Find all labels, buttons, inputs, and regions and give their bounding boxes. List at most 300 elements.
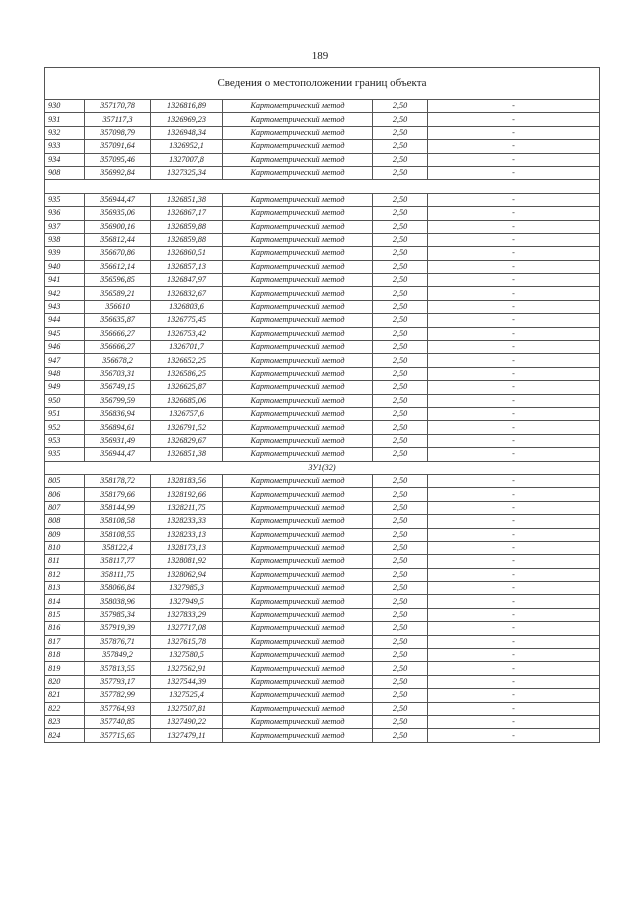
x-coordinate-cell: 357098,79 xyxy=(85,126,151,139)
x-coordinate-cell: 357782,99 xyxy=(85,689,151,702)
table-row xyxy=(45,689,600,702)
method-cell: Картометрический метод xyxy=(223,595,373,608)
method-cell: Картометрический метод xyxy=(223,649,373,662)
method-cell: Картометрический метод xyxy=(223,689,373,702)
accuracy-cell: 2,50 xyxy=(373,367,428,380)
accuracy-cell: 2,50 xyxy=(373,488,428,501)
method-cell: Картометрический метод xyxy=(223,166,373,179)
y-coordinate-cell: 1326829,67 xyxy=(151,434,223,447)
accuracy-cell: 2,50 xyxy=(373,501,428,514)
y-coordinate-cell: 1328233,33 xyxy=(151,515,223,528)
x-coordinate-cell: 356749,15 xyxy=(85,381,151,394)
table-row xyxy=(45,367,600,380)
method-cell: Картометрический метод xyxy=(223,434,373,447)
accuracy-cell: 2,50 xyxy=(373,394,428,407)
point-number-cell: 811 xyxy=(45,555,85,568)
point-number-cell: 951 xyxy=(45,407,85,420)
table-row xyxy=(45,488,600,501)
method-cell: Картометрический метод xyxy=(223,300,373,313)
note-cell: - xyxy=(428,193,600,206)
accuracy-cell: 2,50 xyxy=(373,153,428,166)
table-row xyxy=(45,608,600,621)
point-number-cell: 940 xyxy=(45,260,85,273)
method-cell: Картометрический метод xyxy=(223,448,373,461)
y-coordinate-cell: 1328233,13 xyxy=(151,528,223,541)
table-row xyxy=(45,595,600,608)
accuracy-cell: 2,50 xyxy=(373,541,428,554)
accuracy-cell: 2,50 xyxy=(373,568,428,581)
table-row xyxy=(45,501,600,514)
method-cell: Картометрический метод xyxy=(223,662,373,675)
table-row xyxy=(45,314,600,327)
method-cell: Картометрический метод xyxy=(223,314,373,327)
x-coordinate-cell: 357985,34 xyxy=(85,608,151,621)
accuracy-cell: 2,50 xyxy=(373,662,428,675)
x-coordinate-cell: 356612,14 xyxy=(85,260,151,273)
note-cell: - xyxy=(428,729,600,742)
note-cell: - xyxy=(428,715,600,728)
table-row xyxy=(45,528,600,541)
point-number-cell: 810 xyxy=(45,541,85,554)
method-cell: Картометрический метод xyxy=(223,488,373,501)
note-cell: - xyxy=(428,247,600,260)
blank-separator-row xyxy=(45,180,600,193)
x-coordinate-cell: 356799,59 xyxy=(85,394,151,407)
x-coordinate-cell: 357170,78 xyxy=(85,100,151,113)
table-row xyxy=(45,327,600,340)
method-cell: Картометрический метод xyxy=(223,394,373,407)
method-cell: Картометрический метод xyxy=(223,233,373,246)
table-row xyxy=(45,207,600,220)
accuracy-cell: 2,50 xyxy=(373,140,428,153)
note-cell: - xyxy=(428,287,600,300)
x-coordinate-cell: 358038,96 xyxy=(85,595,151,608)
note-cell: - xyxy=(428,582,600,595)
note-cell: - xyxy=(428,689,600,702)
accuracy-cell: 2,50 xyxy=(373,729,428,742)
table-row xyxy=(45,113,600,126)
point-number-cell: 818 xyxy=(45,649,85,662)
method-cell: Картометрический метод xyxy=(223,407,373,420)
boundary-table xyxy=(44,67,600,743)
y-coordinate-cell: 1327507,81 xyxy=(151,702,223,715)
y-coordinate-cell: 1328062,94 xyxy=(151,568,223,581)
y-coordinate-cell: 1327562,91 xyxy=(151,662,223,675)
table-row xyxy=(45,220,600,233)
table-row xyxy=(45,140,600,153)
accuracy-cell: 2,50 xyxy=(373,233,428,246)
table-row xyxy=(45,274,600,287)
method-cell: Картометрический метод xyxy=(223,354,373,367)
table-row xyxy=(45,635,600,648)
note-cell: - xyxy=(428,381,600,394)
method-cell: Картометрический метод xyxy=(223,220,373,233)
x-coordinate-cell: 356670,86 xyxy=(85,247,151,260)
method-cell: Картометрический метод xyxy=(223,367,373,380)
table-row xyxy=(45,126,600,139)
method-cell: Картометрический метод xyxy=(223,635,373,648)
accuracy-cell: 2,50 xyxy=(373,702,428,715)
method-cell: Картометрический метод xyxy=(223,608,373,621)
table-row xyxy=(45,287,600,300)
method-cell: Картометрический метод xyxy=(223,207,373,220)
x-coordinate-cell: 357876,71 xyxy=(85,635,151,648)
table-row xyxy=(45,394,600,407)
accuracy-cell: 2,50 xyxy=(373,622,428,635)
x-coordinate-cell: 358108,58 xyxy=(85,515,151,528)
x-coordinate-cell: 357813,55 xyxy=(85,662,151,675)
point-number-cell: 819 xyxy=(45,662,85,675)
point-number-cell: 813 xyxy=(45,582,85,595)
x-coordinate-cell: 356944,47 xyxy=(85,448,151,461)
x-coordinate-cell: 357095,46 xyxy=(85,153,151,166)
method-cell: Картометрический метод xyxy=(223,193,373,206)
point-number-cell: 814 xyxy=(45,595,85,608)
accuracy-cell: 2,50 xyxy=(373,287,428,300)
note-cell: - xyxy=(428,341,600,354)
table-body xyxy=(45,68,600,743)
point-number-cell: 932 xyxy=(45,126,85,139)
x-coordinate-cell: 356703,31 xyxy=(85,367,151,380)
accuracy-cell: 2,50 xyxy=(373,113,428,126)
accuracy-cell: 2,50 xyxy=(373,327,428,340)
note-cell: - xyxy=(428,702,600,715)
point-number-cell: 948 xyxy=(45,367,85,380)
table-row xyxy=(45,166,600,179)
y-coordinate-cell: 1326586,25 xyxy=(151,367,223,380)
point-number-cell: 936 xyxy=(45,207,85,220)
point-number-cell: 807 xyxy=(45,501,85,514)
x-coordinate-cell: 356812,44 xyxy=(85,233,151,246)
accuracy-cell: 2,50 xyxy=(373,247,428,260)
x-coordinate-cell: 356894,61 xyxy=(85,421,151,434)
accuracy-cell: 2,50 xyxy=(373,193,428,206)
accuracy-cell: 2,50 xyxy=(373,300,428,313)
method-cell: Картометрический метод xyxy=(223,100,373,113)
blank-cell xyxy=(45,180,600,193)
x-coordinate-cell: 356678,2 xyxy=(85,354,151,367)
y-coordinate-cell: 1326851,38 xyxy=(151,193,223,206)
note-cell: - xyxy=(428,515,600,528)
accuracy-cell: 2,50 xyxy=(373,354,428,367)
note-cell: - xyxy=(428,126,600,139)
note-cell: - xyxy=(428,635,600,648)
accuracy-cell: 2,50 xyxy=(373,407,428,420)
x-coordinate-cell: 357117,3 xyxy=(85,113,151,126)
point-number-cell: 806 xyxy=(45,488,85,501)
point-number-cell: 944 xyxy=(45,314,85,327)
table-row xyxy=(45,515,600,528)
point-number-cell: 935 xyxy=(45,448,85,461)
y-coordinate-cell: 1328183,56 xyxy=(151,474,223,487)
accuracy-cell: 2,50 xyxy=(373,608,428,621)
table-row xyxy=(45,193,600,206)
method-cell: Картометрический метод xyxy=(223,153,373,166)
note-cell: - xyxy=(428,649,600,662)
method-cell: Картометрический метод xyxy=(223,582,373,595)
note-cell: - xyxy=(428,140,600,153)
x-coordinate-cell: 358122,4 xyxy=(85,541,151,554)
y-coordinate-cell: 1326625,87 xyxy=(151,381,223,394)
x-coordinate-cell: 358111,75 xyxy=(85,568,151,581)
y-coordinate-cell: 1326652,25 xyxy=(151,354,223,367)
accuracy-cell: 2,50 xyxy=(373,100,428,113)
table-row xyxy=(45,421,600,434)
y-coordinate-cell: 1328081,92 xyxy=(151,555,223,568)
note-cell: - xyxy=(428,354,600,367)
x-coordinate-cell: 356836,94 xyxy=(85,407,151,420)
point-number-cell: 952 xyxy=(45,421,85,434)
accuracy-cell: 2,50 xyxy=(373,528,428,541)
point-number-cell: 943 xyxy=(45,300,85,313)
y-coordinate-cell: 1326867,17 xyxy=(151,207,223,220)
method-cell: Картометрический метод xyxy=(223,541,373,554)
table-row xyxy=(45,582,600,595)
x-coordinate-cell: 356931,49 xyxy=(85,434,151,447)
point-number-cell: 937 xyxy=(45,220,85,233)
accuracy-cell: 2,50 xyxy=(373,675,428,688)
method-cell: Картометрический метод xyxy=(223,421,373,434)
x-coordinate-cell: 357849,2 xyxy=(85,649,151,662)
y-coordinate-cell: 1327833,29 xyxy=(151,608,223,621)
note-cell: - xyxy=(428,474,600,487)
method-cell: Картометрический метод xyxy=(223,675,373,688)
note-cell: - xyxy=(428,367,600,380)
table-row xyxy=(45,153,600,166)
y-coordinate-cell: 1326816,89 xyxy=(151,100,223,113)
x-coordinate-cell: 356944,47 xyxy=(85,193,151,206)
y-coordinate-cell: 1326701,7 xyxy=(151,341,223,354)
method-cell: Картометрический метод xyxy=(223,474,373,487)
note-cell: - xyxy=(428,100,600,113)
x-coordinate-cell: 356596,85 xyxy=(85,274,151,287)
x-coordinate-cell: 356610 xyxy=(85,300,151,313)
note-cell: - xyxy=(428,327,600,340)
point-number-cell: 941 xyxy=(45,274,85,287)
accuracy-cell: 2,50 xyxy=(373,260,428,273)
y-coordinate-cell: 1327985,3 xyxy=(151,582,223,595)
note-cell: - xyxy=(428,166,600,179)
method-cell: Картометрический метод xyxy=(223,622,373,635)
x-coordinate-cell: 358108,55 xyxy=(85,528,151,541)
point-number-cell: 935 xyxy=(45,193,85,206)
accuracy-cell: 2,50 xyxy=(373,582,428,595)
note-cell: - xyxy=(428,555,600,568)
note-cell: - xyxy=(428,448,600,461)
y-coordinate-cell: 1327717,08 xyxy=(151,622,223,635)
point-number-cell: 809 xyxy=(45,528,85,541)
point-number-cell: 930 xyxy=(45,100,85,113)
table-row xyxy=(45,434,600,447)
y-coordinate-cell: 1327007,8 xyxy=(151,153,223,166)
point-number-cell: 822 xyxy=(45,702,85,715)
accuracy-cell: 2,50 xyxy=(373,635,428,648)
method-cell: Картометрический метод xyxy=(223,126,373,139)
point-number-cell: 946 xyxy=(45,341,85,354)
accuracy-cell: 2,50 xyxy=(373,166,428,179)
y-coordinate-cell: 1326832,67 xyxy=(151,287,223,300)
table-title: Сведения о местоположении границ объекта xyxy=(45,68,600,100)
y-coordinate-cell: 1327580,5 xyxy=(151,649,223,662)
y-coordinate-cell: 1327325,34 xyxy=(151,166,223,179)
note-cell: - xyxy=(428,274,600,287)
y-coordinate-cell: 1326952,1 xyxy=(151,140,223,153)
page-number: 189 xyxy=(311,50,329,62)
note-cell: - xyxy=(428,421,600,434)
y-coordinate-cell: 1328192,66 xyxy=(151,488,223,501)
point-number-cell: 824 xyxy=(45,729,85,742)
accuracy-cell: 2,50 xyxy=(373,207,428,220)
y-coordinate-cell: 1326757,6 xyxy=(151,407,223,420)
point-number-cell: 816 xyxy=(45,622,85,635)
table-row xyxy=(45,568,600,581)
point-number-cell: 949 xyxy=(45,381,85,394)
y-coordinate-cell: 1326948,34 xyxy=(151,126,223,139)
method-cell: Картометрический метод xyxy=(223,501,373,514)
x-coordinate-cell: 358178,72 xyxy=(85,474,151,487)
table-row xyxy=(45,354,600,367)
accuracy-cell: 2,50 xyxy=(373,595,428,608)
note-cell: - xyxy=(428,501,600,514)
y-coordinate-cell: 1327615,78 xyxy=(151,635,223,648)
method-cell: Картометрический метод xyxy=(223,702,373,715)
x-coordinate-cell: 356935,06 xyxy=(85,207,151,220)
note-cell: - xyxy=(428,207,600,220)
point-number-cell: 815 xyxy=(45,608,85,621)
table-row xyxy=(45,300,600,313)
table-row xyxy=(45,715,600,728)
method-cell: Картометрический метод xyxy=(223,287,373,300)
x-coordinate-cell: 356666,27 xyxy=(85,341,151,354)
table-row xyxy=(45,729,600,742)
accuracy-cell: 2,50 xyxy=(373,689,428,702)
x-coordinate-cell: 358179,66 xyxy=(85,488,151,501)
note-cell: - xyxy=(428,153,600,166)
y-coordinate-cell: 1327949,5 xyxy=(151,595,223,608)
method-cell: Картометрический метод xyxy=(223,715,373,728)
y-coordinate-cell: 1326753,42 xyxy=(151,327,223,340)
table-row xyxy=(45,448,600,461)
method-cell: Картометрический метод xyxy=(223,341,373,354)
point-number-cell: 805 xyxy=(45,474,85,487)
y-coordinate-cell: 1326859,88 xyxy=(151,233,223,246)
note-cell: - xyxy=(428,622,600,635)
point-number-cell: 808 xyxy=(45,515,85,528)
point-number-cell: 939 xyxy=(45,247,85,260)
note-cell: - xyxy=(428,541,600,554)
y-coordinate-cell: 1326857,13 xyxy=(151,260,223,273)
point-number-cell: 931 xyxy=(45,113,85,126)
point-number-cell: 820 xyxy=(45,675,85,688)
accuracy-cell: 2,50 xyxy=(373,314,428,327)
y-coordinate-cell: 1326791,52 xyxy=(151,421,223,434)
y-coordinate-cell: 1326775,45 xyxy=(151,314,223,327)
point-number-cell: 817 xyxy=(45,635,85,648)
x-coordinate-cell: 358066,84 xyxy=(85,582,151,595)
accuracy-cell: 2,50 xyxy=(373,274,428,287)
point-number-cell: 947 xyxy=(45,354,85,367)
point-number-cell: 938 xyxy=(45,233,85,246)
y-coordinate-cell: 1326969,23 xyxy=(151,113,223,126)
method-cell: Картометрический метод xyxy=(223,729,373,742)
table-row xyxy=(45,622,600,635)
note-cell: - xyxy=(428,488,600,501)
y-coordinate-cell: 1327544,39 xyxy=(151,675,223,688)
table-row xyxy=(45,247,600,260)
accuracy-cell: 2,50 xyxy=(373,515,428,528)
y-coordinate-cell: 1327490,22 xyxy=(151,715,223,728)
note-cell: - xyxy=(428,568,600,581)
y-coordinate-cell: 1327479,11 xyxy=(151,729,223,742)
accuracy-cell: 2,50 xyxy=(373,126,428,139)
y-coordinate-cell: 1326847,97 xyxy=(151,274,223,287)
x-coordinate-cell: 356992,84 xyxy=(85,166,151,179)
x-coordinate-cell: 357715,65 xyxy=(85,729,151,742)
point-number-cell: 812 xyxy=(45,568,85,581)
point-number-cell: 823 xyxy=(45,715,85,728)
accuracy-cell: 2,50 xyxy=(373,381,428,394)
method-cell: Картометрический метод xyxy=(223,515,373,528)
table-row xyxy=(45,233,600,246)
x-coordinate-cell: 356635,87 xyxy=(85,314,151,327)
x-coordinate-cell: 356666,27 xyxy=(85,327,151,340)
point-number-cell: 950 xyxy=(45,394,85,407)
x-coordinate-cell: 357793,17 xyxy=(85,675,151,688)
method-cell: Картометрический метод xyxy=(223,381,373,394)
point-number-cell: 934 xyxy=(45,153,85,166)
table-row xyxy=(45,341,600,354)
table-row xyxy=(45,474,600,487)
note-cell: - xyxy=(428,662,600,675)
note-cell: - xyxy=(428,233,600,246)
note-cell: - xyxy=(428,608,600,621)
method-cell: Картометрический метод xyxy=(223,555,373,568)
x-coordinate-cell: 358117,77 xyxy=(85,555,151,568)
method-cell: Картометрический метод xyxy=(223,140,373,153)
method-cell: Картометрический метод xyxy=(223,113,373,126)
accuracy-cell: 2,50 xyxy=(373,434,428,447)
table-row xyxy=(45,407,600,420)
table-title-row xyxy=(45,68,600,100)
point-number-cell: 933 xyxy=(45,140,85,153)
table-row xyxy=(45,381,600,394)
section-header-row xyxy=(45,461,600,474)
point-number-cell: 821 xyxy=(45,689,85,702)
x-coordinate-cell: 358144,99 xyxy=(85,501,151,514)
table-row xyxy=(45,662,600,675)
y-coordinate-cell: 1326851,38 xyxy=(151,448,223,461)
x-coordinate-cell: 357091,64 xyxy=(85,140,151,153)
accuracy-cell: 2,50 xyxy=(373,715,428,728)
note-cell: - xyxy=(428,220,600,233)
method-cell: Картометрический метод xyxy=(223,327,373,340)
y-coordinate-cell: 1326685,06 xyxy=(151,394,223,407)
note-cell: - xyxy=(428,407,600,420)
x-coordinate-cell: 356589,21 xyxy=(85,287,151,300)
x-coordinate-cell: 357764,93 xyxy=(85,702,151,715)
note-cell: - xyxy=(428,113,600,126)
table-row xyxy=(45,100,600,113)
table-row xyxy=(45,260,600,273)
note-cell: - xyxy=(428,434,600,447)
x-coordinate-cell: 357740,85 xyxy=(85,715,151,728)
accuracy-cell: 2,50 xyxy=(373,448,428,461)
y-coordinate-cell: 1326803,6 xyxy=(151,300,223,313)
table-row xyxy=(45,541,600,554)
y-coordinate-cell: 1328173,13 xyxy=(151,541,223,554)
method-cell: Картометрический метод xyxy=(223,274,373,287)
y-coordinate-cell: 1326859,88 xyxy=(151,220,223,233)
